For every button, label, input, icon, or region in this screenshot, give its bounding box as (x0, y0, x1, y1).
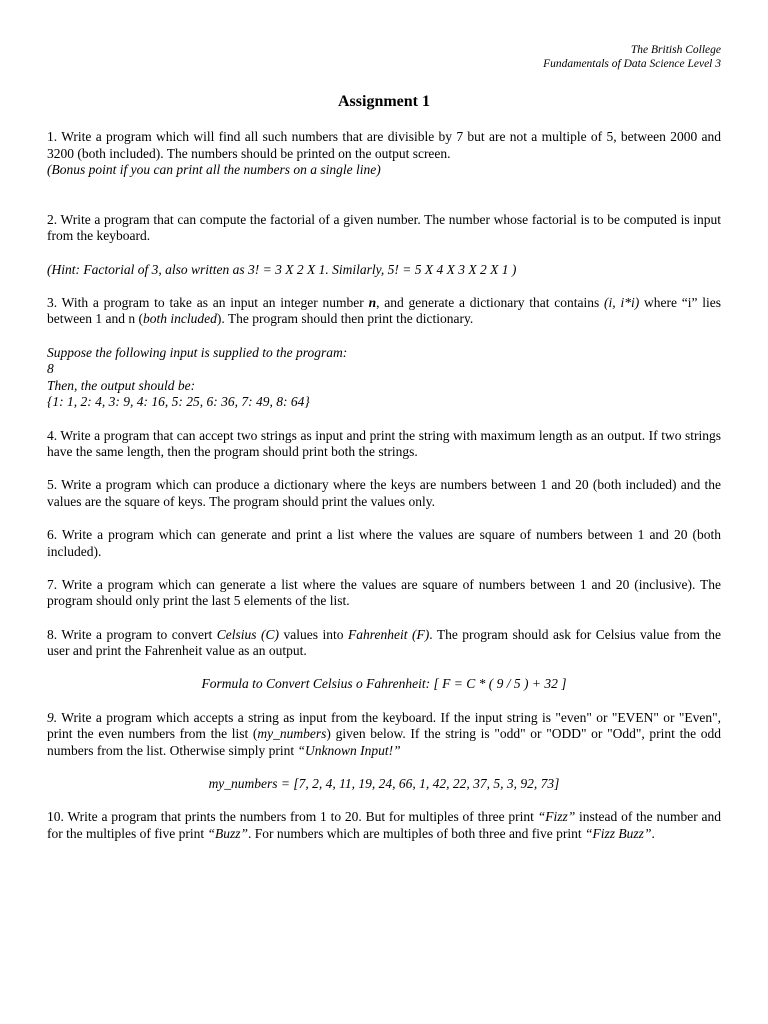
question-2: 2. Write a program that can compute the factorial of a given number. The number whose factorial is to be computed is input from the keyboard. (47, 211, 721, 244)
question-9: 9. Write a program which accepts a string as input from the keyboard. If the input string is "even" or "EVEN" or "Even", print the even numbers from the list (my_numbers) given below. If the string is "odd" or "ODD" or "Odd", print the odd numbers from the list. Otherwise simply print “Unknown Input!” (47, 709, 721, 758)
bonus-note: (Bonus point if you can print all the numbers on a single line) (47, 162, 381, 178)
my-numbers-list: my_numbers = [7, 2, 4, 11, 19, 24, 66, 1, 42, 22, 37, 5, 3, 92, 73] (208, 775, 560, 791)
document-header (47, 43, 721, 71)
question-2-hint: (Hint: Factorial of 3, also written as 3! = 3 X 2 X 1. Similarly, 5! = 5 X 4 X 3 X 2 X 1 ) (47, 261, 517, 277)
question-3: 3. With a program to take as an input an integer number n, and generate a dictionary that contains (i, i*i) where “i” lies between 1 and n (both included). The program should then print the dictionary. (47, 294, 721, 327)
document-page (47, 43, 721, 842)
question-6: 6. Write a program which can generate and print a list where the values are square of numbers between 1 and 20 (both included). (47, 527, 721, 559)
question-10: 10. Write a program that prints the numbers from 1 to 20. But for multiples of three print “Fizz” instead of the number and for the multiples of five print “Buzz”. For numbers which are multiples of both three and five print “Fizz Buzz”. (47, 809, 721, 841)
course-name: Fundamentals of Data Science Level 3 (543, 58, 721, 70)
college-name: The British College (630, 44, 721, 56)
question-5: 5. Write a program which can produce a dictionary where the keys are numbers between 1 and 20 (both included) and the values are the square of keys. The program should print the values only. (47, 477, 721, 509)
question-7: 7. Write a program which can generate a list where the values are square of numbers between 1 and 20 (inclusive). The program should only print the last 5 elements of the list. (47, 576, 721, 609)
question-3-example: Suppose the following input is supplied to the program: 8 Then, the output should be: {1: 1, 2: 4, 3: 9, 4: 16, 5: 25, 6: 36, 7: 49, 8: 64} (47, 344, 348, 410)
assignment-title: Assignment 1 (337, 93, 430, 110)
question-8: 8. Write a program to convert Celsius (C) values into Fahrenheit (F). The program should ask for Celsius value from the user and print the Fahrenheit value as an output. (47, 626, 721, 659)
assignment-body (47, 129, 721, 842)
question-1: 1. Write a program which will find all such numbers that are divisible by 7 but are not a multiple of 5, between 2000 and 3200 (both included). The numbers should be printed on the output screen. (Bonus point if you can print all the numbers on a single line) (47, 129, 721, 178)
question-4: 4. Write a program that can accept two strings as input and print the string with maximum length as an output. If two strings have the same length, then the program should print both the strings. (47, 427, 721, 460)
fahrenheit-formula: Formula to Convert Celsius o Fahrenheit: [ F = C * ( 9 / 5 ) + 32 ] (201, 676, 567, 692)
